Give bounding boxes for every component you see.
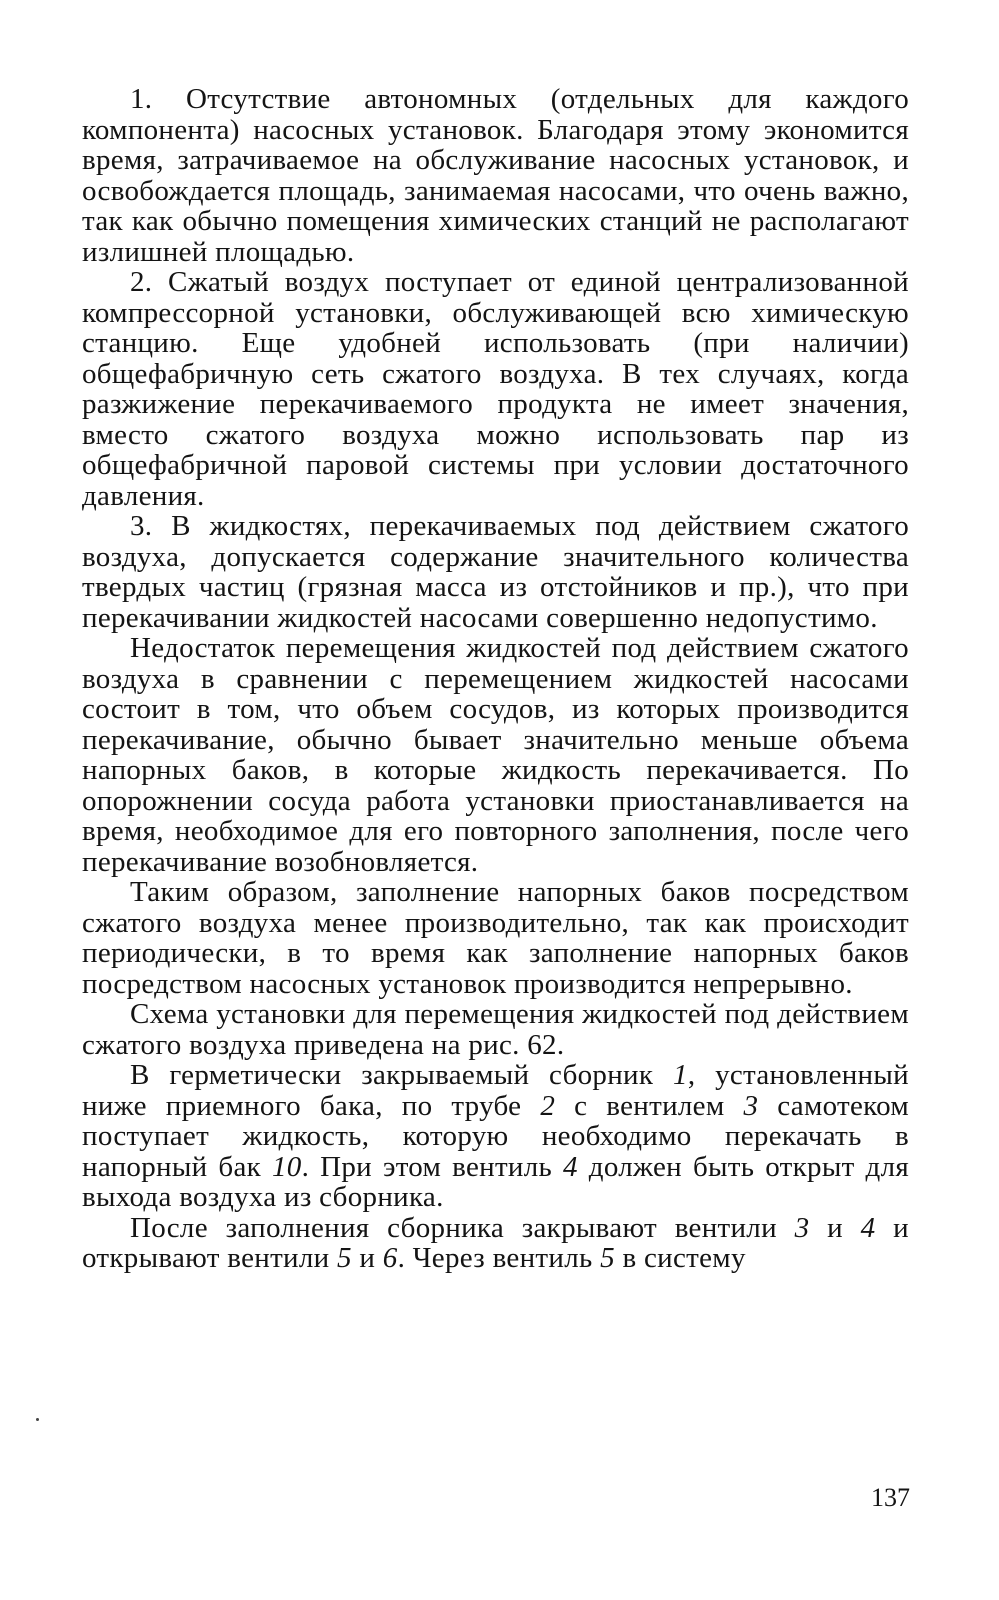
paragraph-3: 3. В жидкостях, перекачиваемых под действием сжатого воздуха, допускается содержание значительного количества твердых частиц (грязная масса из отстойников и пр.), что при перекачивании жидкостей насосами совершенно недопустимо. [82, 510, 909, 634]
paragraph-7-text: . При этом вентиль [301, 1150, 564, 1183]
paragraph-7-text: должен быть открыт для выхода воздуха из сборника. [82, 1150, 910, 1213]
paragraph-8-text: После заполнения сборника закрывают вентили [130, 1211, 795, 1244]
paragraph-2: 2. Сжатый воздух поступает от единой централизованной компрессорной установки, обслуживающей всю химическую станцию. Еще удобней использовать (при наличии) общефабричную сеть сжатого воздуха. В тех случаях, когда разжижение перекачиваемого продукта не имеет значения, вместо сжатого воздуха можно использовать пар из общефабричной паровой системы при условии достаточного давления. [82, 266, 909, 512]
paragraph-8 [82, 1213, 909, 1274]
ref-number: 4 [563, 1150, 578, 1183]
ref-number: 5 [337, 1242, 352, 1274]
paragraph-8-text: . Через вентиль [397, 1242, 601, 1274]
paragraph-1: 1. Отсутствие автономных (отдельных для каждого компонента) насосных установок. Благодаря этому экономится время, затрачиваемое на обслуживание насосных установок, и освобождается площадь, занимаемая насосами, что очень важно, так как обычно помещения химических станций не располагают излишней площадью. [82, 83, 909, 268]
paragraph-8-text: и [809, 1211, 861, 1244]
paragraph-8-text: и открывают вентили [82, 1211, 909, 1274]
ref-number: 1 [673, 1059, 688, 1091]
ref-number: 2 [540, 1089, 556, 1122]
page-number: 137 [871, 1483, 910, 1512]
paragraph-7-text: самотеком поступает жидкость, которую необходимо перекачать в напорный бак [82, 1089, 909, 1183]
paragraph-4: Недостаток перемещения жидкостей под действием сжатого воздуха в сравнении с перемещением жидкостей насосами состоит в том, что объем сосудов, из которых производится перекачивание, обычно бывает значительно меньше объема напорных баков, в которые жидкость перекачивается. По опорожнении сосуда работа установки приостанавливается на время, необходимое для его повторного заполнения, после чего перекачивание возобновляется. [82, 632, 909, 878]
paragraph-8-text: и [351, 1242, 383, 1274]
paragraph-7-text: с вентилем [555, 1089, 744, 1122]
paragraph-6: Схема установки для перемещения жидкостей под действием сжатого воздуха приведена на рис. 62. [82, 998, 909, 1061]
paragraph-7-text: , установленный ниже приемного бака, по трубе [82, 1059, 909, 1122]
scan-speck [36, 1418, 39, 1421]
ref-number: 6 [382, 1242, 398, 1274]
page-body [82, 84, 909, 1274]
paragraph-7 [82, 1060, 909, 1213]
ref-number: 3 [743, 1089, 759, 1122]
paragraph-5: Таким образом, заполнение напорных баков посредством сжатого воздуха менее производительно, так как происходит периодически, в то время как заполнение напорных баков посредством насосных установок производится непрерывно. [82, 876, 909, 1000]
paragraph-8-text: в систему [614, 1242, 746, 1274]
paragraph-7-text: В герметически закрываемый сборник [130, 1059, 673, 1091]
ref-number: 5 [600, 1242, 615, 1274]
ref-number: 4 [860, 1211, 876, 1244]
ref-number: 3 [794, 1211, 810, 1244]
ref-number: 10 [272, 1150, 302, 1183]
